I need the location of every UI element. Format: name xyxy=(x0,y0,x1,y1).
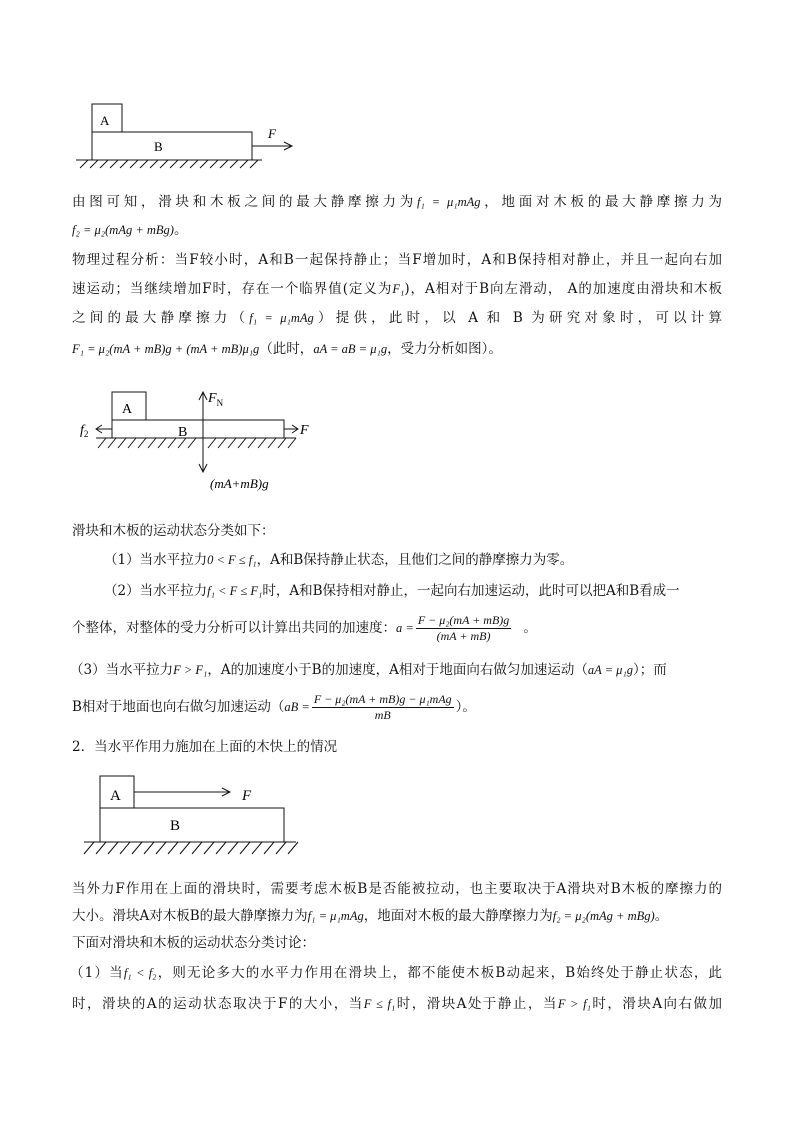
para2-line3: 之间的最大静摩擦力（f₁ = μ₁mAg）提供，此时，以 A 和 B 为研究对象时，可以计算 xyxy=(72,310,723,326)
board-b xyxy=(112,420,284,438)
weight-label: (mA+mB)g xyxy=(210,476,269,491)
para4-line2: 大小。滑块A对木板B的最大静摩擦力为f₁ = μ₁mAg，地面对木板的最大静摩擦力为f₂ = μ₂(mAg + mBg)。 xyxy=(72,908,669,924)
para4-line5: 时，滑块的A的运动状态取决于F的大小，当F ≤ f₁时，滑块A处于静止，当F > f₁时，滑块A向右做加 xyxy=(72,996,723,1012)
pull-force-label: F xyxy=(300,423,309,438)
force-label: F xyxy=(268,126,276,141)
case3-line1: （3）当水平拉力F > F₁，A的加速度小于B的加速度，A相对于地面向右做匀加速运动（aA = μ₁g）；而 xyxy=(70,662,667,678)
case2-line2: 个整体，对整体的受力分析可以计算出共同的加速度：a = $\frac{\text{F − μ₂(mA + mB)g}}{(mA + mB)}$ 。 xyxy=(72,613,537,643)
block-a-label: A xyxy=(110,788,121,804)
para4-line4: （1）当f₁ < f₂，则无论多大的水平力作用在滑块上，都不能使木板B动起来，B始终处于静止状态，此 xyxy=(70,965,723,981)
friction-label: $f_2$ xyxy=(80,423,89,439)
para4-line3: 下面对滑块和木板的运动状态分类讨论： xyxy=(72,935,315,951)
ground-hatch xyxy=(84,842,298,854)
board-b-label: B xyxy=(154,139,163,154)
para4-line1: 当外力F作用在上面的滑块时，需要考虑木板B是否能被拉动，也主要取决于A滑块对B木板的摩擦力的 xyxy=(72,881,722,897)
acceleration-b-fraction: $\frac{\text{F − μ₂(mA + mB)g − μ₁mAg}}{mB}$ xyxy=(313,692,452,722)
block-a-label: A xyxy=(122,402,133,417)
para3-heading: 滑块和木板的运动状态分类如下： xyxy=(72,523,275,539)
board-b xyxy=(100,808,284,842)
block-a-label: A xyxy=(100,113,110,128)
force-label: F xyxy=(242,788,252,804)
para1-line1: 由图可知，滑块和木板之间的最大静摩擦力为f₁ = μ₁mAg，地面对木板的最大静摩擦力为 xyxy=(72,194,723,210)
figure-1-diagram xyxy=(70,98,310,170)
case1-line: （1）当水平拉力0 < F ≤ f₁，A和B保持静止状态，且他们之间的静摩擦力为零。 xyxy=(104,552,574,568)
para2-line4: F₁ = μ₂(mA + mB)g + (mA + mB)μ₁g（此时，aA = aB = μ₁g，受力分析如图）。 xyxy=(72,341,502,357)
board-b xyxy=(92,132,252,160)
ground-hatch xyxy=(80,160,258,168)
case2-line1: （2）当水平拉力f₁ < F ≤ F₁时，A和B保持相对静止，一起向右加速运动，此时可以把A和B看成一 xyxy=(104,583,680,599)
figure-2-force-diagram xyxy=(76,386,326,498)
acceleration-fraction: $\frac{\text{F − μ₂(mA + mB)g}}{(mA + mB)}$ xyxy=(417,613,510,643)
board-b-label: B xyxy=(170,818,181,834)
case3-line2: B相对于地面也向右做匀加速运动（aB = $\frac{\text{F − μ₂(mA + mB)g − μ₁mAg}}{mB}$ ）。 xyxy=(72,692,476,722)
para2-line1: 物理过程分析：当F较小时，A和B一起保持静止；当F增加时，A和B保持相对静止，并且一起向右加 xyxy=(72,252,722,268)
normal-force-label: $F_N$ xyxy=(208,391,224,408)
ground-hatch xyxy=(98,438,296,448)
para1-line2: f₂ = μ₂(mAg + mBg)。 xyxy=(72,222,188,238)
para2-line2: 速运动；当继续增加F时，存在一个临界值(定义为F₁)，A相对于B向左滑动， A的加速度由滑块和木板 xyxy=(72,281,723,297)
section-2-title: 2．当水平作用力施加在上面的木快上的情况 xyxy=(72,739,338,755)
figure-3-diagram xyxy=(80,772,310,860)
board-b-label: B xyxy=(178,425,188,440)
